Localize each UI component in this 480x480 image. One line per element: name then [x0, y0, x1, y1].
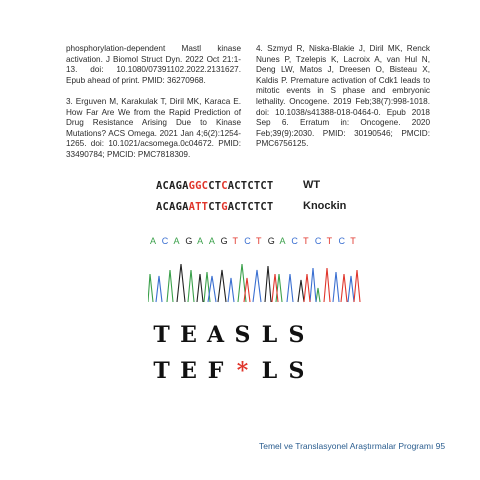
reference-3	[66, 97, 241, 161]
trace-base-letter: T	[256, 236, 262, 246]
trace-base-letter: A	[150, 236, 157, 246]
trace-base-letter: A	[279, 236, 286, 246]
sequencing-figure	[148, 176, 368, 391]
trace-base-letter: T	[232, 236, 238, 246]
trace-base-letter: C	[314, 236, 322, 246]
reference-text: phosphorylation-dependent Mastl kinase activation. J Biomol Struct Dyn. 2022 Oct 21:1-13. doi: 10.1080/07391102.2022.2131627. Epub ahead of print. PMID: 36270968.	[66, 44, 241, 85]
wt-label: WT	[303, 179, 321, 191]
reference-4	[256, 44, 430, 150]
trace-base-letter: T	[303, 236, 309, 246]
chromatogram	[148, 234, 368, 304]
page-footer: Temel ve Translasyonel Araştırmalar Programı 95	[259, 441, 446, 451]
reference-text: 4. Szmyd R, Niska-Blakie J, Diril MK, Renck Nunes P, Tzelepis K, Lacroix A, van Hul N, Deng LW, Matos J, Dreesen O, Bisteau X, Kaldis P. Premature activation of Cdk1 leads to mitotic events in S phase and embryonic lethality. Oncogene. 2019 Feb;38(7):998-1018. doi: 10.1038/s41388-018-0464-0. Epub 2018 Sep 6. Erratum in: Oncogene. 2020 Feb;39(9):2030. PMID: 30190546; PMCID: PMC6756125.	[256, 44, 430, 149]
knockin-label: Knockin	[303, 200, 347, 212]
trace-base-letter: C	[291, 236, 298, 246]
aa-row-knockin: T E F * L S	[153, 358, 305, 384]
trace-base-letter: C	[244, 236, 251, 246]
stop-codon-star: *	[236, 358, 249, 384]
trace-base-letter: C	[161, 236, 169, 246]
trace-green	[148, 264, 320, 302]
trace-base-letter: T	[350, 236, 356, 246]
trace-base-letter: G	[185, 236, 193, 246]
trace-base-letter: A	[197, 236, 204, 246]
trace-base-letter: A	[173, 236, 180, 246]
wt-sequence: ACAGAGGCCTCACTCTCT	[156, 180, 274, 192]
reference-text: 3. Erguven M, Karakulak T, Diril MK, Karaca E. How Far Are We from the Rapid Prediction of Drug Resistance Arising Due to Kinase Mutations? ACS Omega. 2021 Jan 4;6(2):1254-1265. doi: 10.1021/acsomega.0c04672. PMID: 33490784; PMCID: PMC7818309.	[66, 97, 241, 159]
trace-base-letter: T	[326, 236, 333, 246]
reference-continued	[66, 44, 241, 86]
trace-base-letter: A	[208, 236, 215, 246]
trace-base-letter: C	[338, 236, 345, 246]
trace-base-letter: G	[220, 236, 228, 246]
trace-base-letter: G	[267, 236, 275, 246]
aa-row-wt: T E A S L S	[153, 322, 305, 348]
knockin-sequence: ACAGAATTCTGACTCTCT	[156, 201, 274, 213]
